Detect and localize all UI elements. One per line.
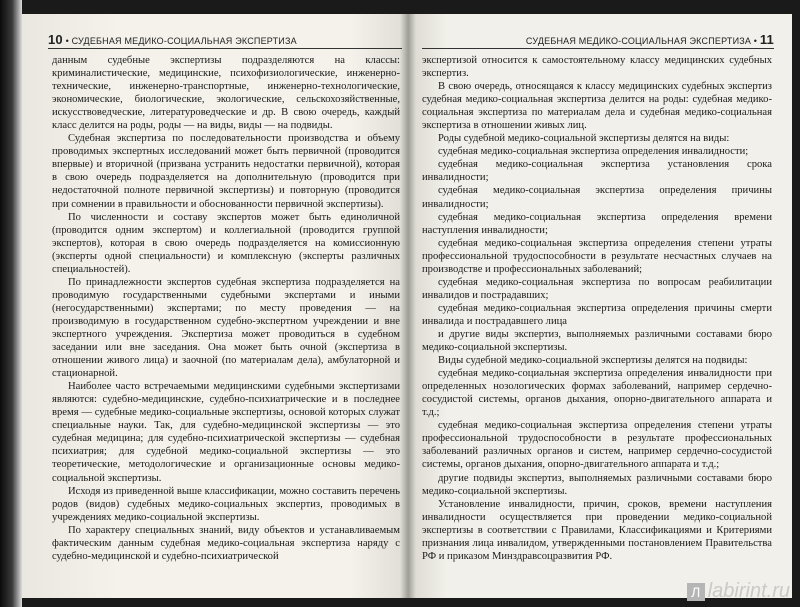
paragraph: По принадлежности экспертов судебная экспертиза подразделяется на проводимую государственными судебными экспертами и иными (негосударственными) экспертами; по месту проведения — на производимую в государственном судебно-экспертном учреждении и вне экспертного учреждения. Экспертиза может проводиться в судебном заседании или вне заседания. Она может быть очной (экспертиза в отношении живого лица) и заочной (по материалам дела), амбулаторной и стационарной. [52,276,400,380]
list-item: судебная медико-социальная экспертиза определения инвалидности при определенных нозологических формах заболеваний, например сердечно-сосудистой системы, органов дыхания, опорно-двигательного аппарата и т.д.; [422,368,772,419]
list-item: и другие виды экспертиз, выполняемых различными составами бюро медико-социальной экспертизы. [422,328,772,354]
right-running-head: СУДЕБНАЯ МЕДИКО-СОЦИАЛЬНАЯ ЭКСПЕРТИЗА • 11 [525,32,774,47]
right-running-title: СУДЕБНАЯ МЕДИКО-СОЦИАЛЬНАЯ ЭКСПЕРТИЗА [525,36,752,46]
watermark-logo: Л [687,583,705,601]
list-item: судебная медико-социальная экспертиза определения степени утраты профессиональной трудоспособности в результате профессиональных заболеваний различных органов и систем, например сердечно-сосудистой системы, органов дыхания, опорно-двигательного аппарата и т.д.; [422,420,772,471]
watermark [687,580,790,603]
list-item: другие подвиды экспертиз, выполняемых различными составами бюро медико-социальной экспертизы. [422,472,772,497]
list-item: судебная медико-социальная экспертиза по вопросам реабилитации инвалидов и пострадавших; [422,276,772,301]
paragraph: Судебная экспертиза по последовательности производства и объему проводимых экспертных исследований может быть первичной (проводится впервые) и вторичной (призвана устранить недостатки первичной), которая в свою очередь подразделяется на дополнительную (проводится при недостаточной полноте первичной экспертизы) и повторную (проводится при сомнении в правильности и обоснованности первичной экспертизы). [52,133,400,210]
list-item: судебная медико-социальная экспертиза определения причины смерти инвалида и пострадавшего лица [422,302,772,327]
paragraph: По характеру специальных знаний, виду объектов и устанавливаемым фактическим данным судебная медико-социальная экспертиза наряду с судебно-медицинской и судебно-психиатрической [52,524,400,562]
paragraph: Наиболее часто встречаемыми медицинскими судебными экспертизами являются: судебно-медицинские, судебно-психиатрические и в последнее время — судебные медико-социальные экспертизы, основой которых служат специальные науки. Так, для судебно-медицинской экспертизы — это судебная медицина; для судебно-психиатрической экспертизы — судебная психиатрия; для судебной медико-социальной экспертизы — это теоретические, методологические и организационные основы медико-социальной экспертизы. [52,381,400,484]
paragraph: Виды судебной медико-социальной экспертизы делятся на подвиды: [438,355,748,367]
paragraph: По численности и составу экспертов может быть единоличной (проводится одним экспертом) и коллегиальной (проводится группой экспертов), которая в свою очередь подразделяется на комиссионную (эксперты одной специальности) и комплексную (эксперты различных специальностей). [52,211,400,275]
watermark-text: labirint.ru [707,580,790,602]
paragraph: экспертизой относится к самостоятельному классу медицинских судебных экспертиз. [422,55,772,80]
left-running-title: СУДЕБНАЯ МЕДИКО-СОЦИАЛЬНАЯ ЭКСПЕРТИЗА [71,36,297,46]
paragraph: Исходя из приведенной выше классификации, можно составить перечень родов (видов) судебных медико-социальных экспертиз, проводимых в учреждениях медико-социальной экспертизы. [52,485,400,523]
left-page-number: 10 [48,32,63,47]
paragraph: В свою очередь, относящаяся к классу медицинских судебных экспертиз судебная медико-социальная экспертиза делится на роды: судебная медико-социальная экспертиза по материалам дела и судебная медико-социальная экспертиза в отношении живых лиц. [422,81,772,132]
list-item: судебная медико-социальная экспертиза определения степени утраты профессиональной трудоспособности в результате несчастных случаев на производстве и профессиональных заболеваний; [422,237,772,275]
book-edge [0,0,22,607]
paragraph: Установление инвалидности, причин, сроков, времени наступления инвалидности осуществляется при проведении медико-социальной экспертизы в соответствии с Правилами, Классификациями и Критериями признания лица инвалидом, утвержденными постановлением Правительства РФ и приказом Минздравсоцразвития РФ. [422,498,772,562]
book-gutter [400,14,416,598]
left-page [22,14,408,598]
list-item: судебная медико-социальная экспертиза определения времени наступления инвалидности; [422,211,772,236]
list-item: судебная медико-социальная экспертиза определения инвалидности; [438,146,749,158]
right-page-number: 11 [759,32,774,47]
left-header-rule [48,48,402,49]
paragraph: данным судебные экспертизы подразделяются на классы: криминалистические, медицинские, психофизиологические, инженерно-технические, инженерно-транспортные, инженерно-технологические, экономические, биологические, экологические, сельскохозяйственные, искусствоведческие, литературоведческие и др. В свою очередь, каждый класс делится на роды, роды — на виды, виды — на подвиды. [52,55,400,132]
right-body-text [422,54,772,563]
left-running-head: 10 • СУДЕБНАЯ МЕДИКО-СОЦИАЛЬНАЯ ЭКСПЕРТИЗА [48,32,297,47]
right-page [408,14,792,598]
paragraph: Роды судебной медико-социальной экспертизы делятся на виды: [438,133,730,145]
left-body-text [52,54,400,563]
list-item: судебная медико-социальная экспертиза установления срока инвалидности; [422,159,772,184]
right-header-rule [422,48,774,49]
list-item: судебная медико-социальная экспертиза определения причины инвалидности; [422,185,772,210]
